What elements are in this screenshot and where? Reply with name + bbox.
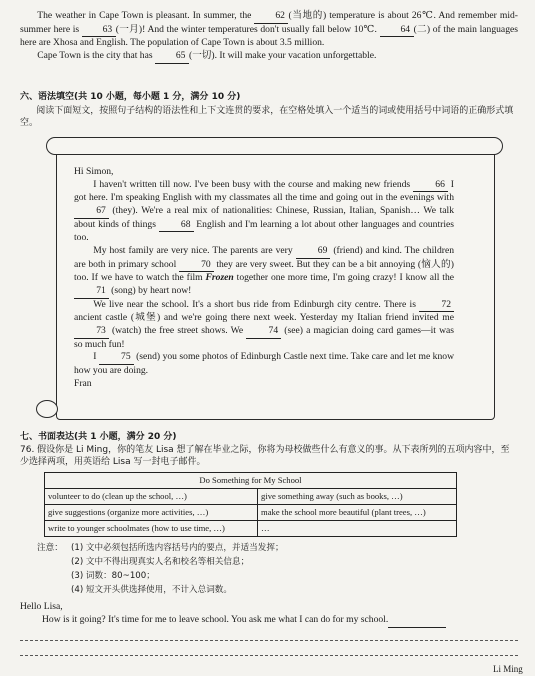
letter-paragraph (74, 245, 454, 299)
note-item: (1) 文中必须包括所选内容括号内的要点，并适当发挥； (71, 543, 284, 553)
letter-text: together one more time, I'm going crazy! I know all the (233, 272, 454, 284)
blank-74[interactable]: 74 (246, 325, 281, 339)
letter-text: they are very sweet. But they can be a bit annoying (恼人的) too. If we have to watch the film (74, 258, 455, 284)
letter-text: (watch) the free street shows. We (108, 324, 247, 336)
scroll-curl-icon (36, 400, 58, 418)
blank-68[interactable]: 68 (159, 219, 194, 233)
blank-63[interactable]: 63 (82, 24, 116, 38)
letter-body (74, 166, 454, 390)
question-76-prompt: 76. 假设你是 Li Ming，你的笔友 Lisa 想了解在毕业之际，你将为母校做些什么有意义的事。从下表所列的五项内容中，至少选择两项，用英语给 Lisa 写一封电子邮件。 (20, 445, 510, 467)
film-title: Frozen (205, 272, 234, 284)
notes-label: 注意： (37, 543, 63, 553)
table-cell: make the school more beautiful (plant trees, …) (258, 505, 457, 521)
passage-text: The weather in Cape Town is pleasant. In summer, the (37, 10, 255, 21)
blank-73[interactable]: 73 (74, 325, 109, 339)
blank-64[interactable]: 64 (380, 24, 414, 38)
table-row (45, 521, 457, 537)
letter-signoff: Fran (74, 377, 92, 389)
table-row (45, 489, 457, 505)
scroll-top-roll (46, 137, 503, 155)
signature: Li Ming (493, 664, 523, 674)
cape-town-passage (20, 10, 518, 64)
passage-text: Cape Town is the city that has (37, 49, 155, 61)
table-cell: give suggestions (organize more activities, …) (45, 505, 258, 521)
writing-opening (42, 614, 504, 628)
letter-paragraph (74, 351, 454, 377)
section-six-heading: 六、语法填空(共 10 小题，每小题 1 分，满分 10 分) (20, 92, 241, 102)
task-table (44, 472, 457, 537)
writing-opening-text: How is it going? It's time for me to leave school. You ask me what I can do for my school. (42, 614, 389, 625)
blank-70[interactable]: 70 (179, 259, 214, 273)
answer-line[interactable] (388, 614, 446, 628)
notes-block (37, 542, 284, 598)
letter-paragraph (74, 299, 454, 352)
blank-71[interactable]: 71 (74, 285, 109, 299)
letter-text: (see) a magician doing card games—it was so much fun! (74, 324, 454, 350)
passage-text: (二) of the main languages here are Xhosa and English. The population of Cape Town is about 3.5 million. (20, 23, 518, 49)
table-cell: write to younger schoolmates (how to use time, …) (45, 521, 258, 537)
note-item: (3) 词数：80~100； (71, 570, 155, 581)
blank-62[interactable]: 62 (254, 10, 288, 24)
section-seven-heading: 七、书面表达(共 1 小题，满分 20 分) (20, 432, 177, 442)
passage-text: (一切). It will make your vacation unforgettable. (189, 49, 377, 61)
letter-text: (they). We're a real mix of nationalities: Chinese, Russian, Italian, Spanish… We talk about kinds of things (74, 204, 454, 230)
table-title: Do Something for My School (45, 473, 457, 489)
table-row (45, 505, 457, 521)
blank-72[interactable]: 72 (419, 299, 454, 313)
passage-paragraph (20, 10, 518, 50)
letter-greeting: Hi Simon, (74, 166, 114, 177)
section-six-instruction: 阅读下面短文，按照句子结构的语法性和上下文连贯的要求，在空格处填入一个适当的词或使用括号中词语的正确形式填空。 (20, 106, 514, 128)
note-item: (4) 短文开头供选择使用，不计入总词数。 (71, 584, 232, 595)
blank-66[interactable]: 66 (413, 179, 448, 193)
table-cell: … (258, 521, 457, 537)
letter-text: ancient castle (城堡) and we're going there next week. Yesterday my Italian friend invited me (74, 312, 454, 324)
passage-text: (当地的) temperature is about 26℃. And remember mid-summer here is (20, 10, 518, 35)
answer-line[interactable] (20, 655, 518, 656)
passage-text: (一月)! And the winter temperatures don't usually fall below 10℃. (115, 23, 380, 35)
blank-67[interactable]: 67 (74, 205, 109, 219)
letter-text: I haven't written till now. I've been busy with the course and making new friends (93, 178, 414, 190)
table-cell: give something away (such as books, …) (258, 489, 457, 505)
letter-text: English and I'm learning a lot about other languages and countries too. (74, 218, 454, 244)
letter-paragraph (74, 179, 454, 245)
letter-text: (send) you some photos of Edinburgh Castle next time. Take care and let me know how you are doing. (74, 351, 454, 376)
table-cell: volunteer to do (clean up the school, …) (45, 489, 258, 505)
answer-line[interactable] (20, 640, 518, 641)
letter-text: I got here. I'm speaking English with my classmates all the time and going out in the evenings with (74, 178, 455, 204)
blank-65[interactable]: 65 (155, 50, 189, 64)
letter-text: (song) by heart now! (108, 284, 192, 296)
passage-paragraph (20, 50, 518, 64)
blank-69[interactable]: 69 (296, 245, 331, 259)
letter-text: We live near the school. It's a short bus ride from Edinburgh city centre. There is (93, 298, 420, 310)
writing-greeting: Hello Lisa, (20, 601, 63, 612)
letter-text: (friend) and kind. The children are both in primary school (74, 244, 454, 270)
note-item: (2) 文中不得出现真实人名和校名等相关信息； (71, 556, 250, 567)
blank-75[interactable]: 75 (99, 351, 134, 365)
letter-text: I (93, 351, 99, 363)
letter-text: My host family are very nice. The parents are very (93, 244, 296, 256)
